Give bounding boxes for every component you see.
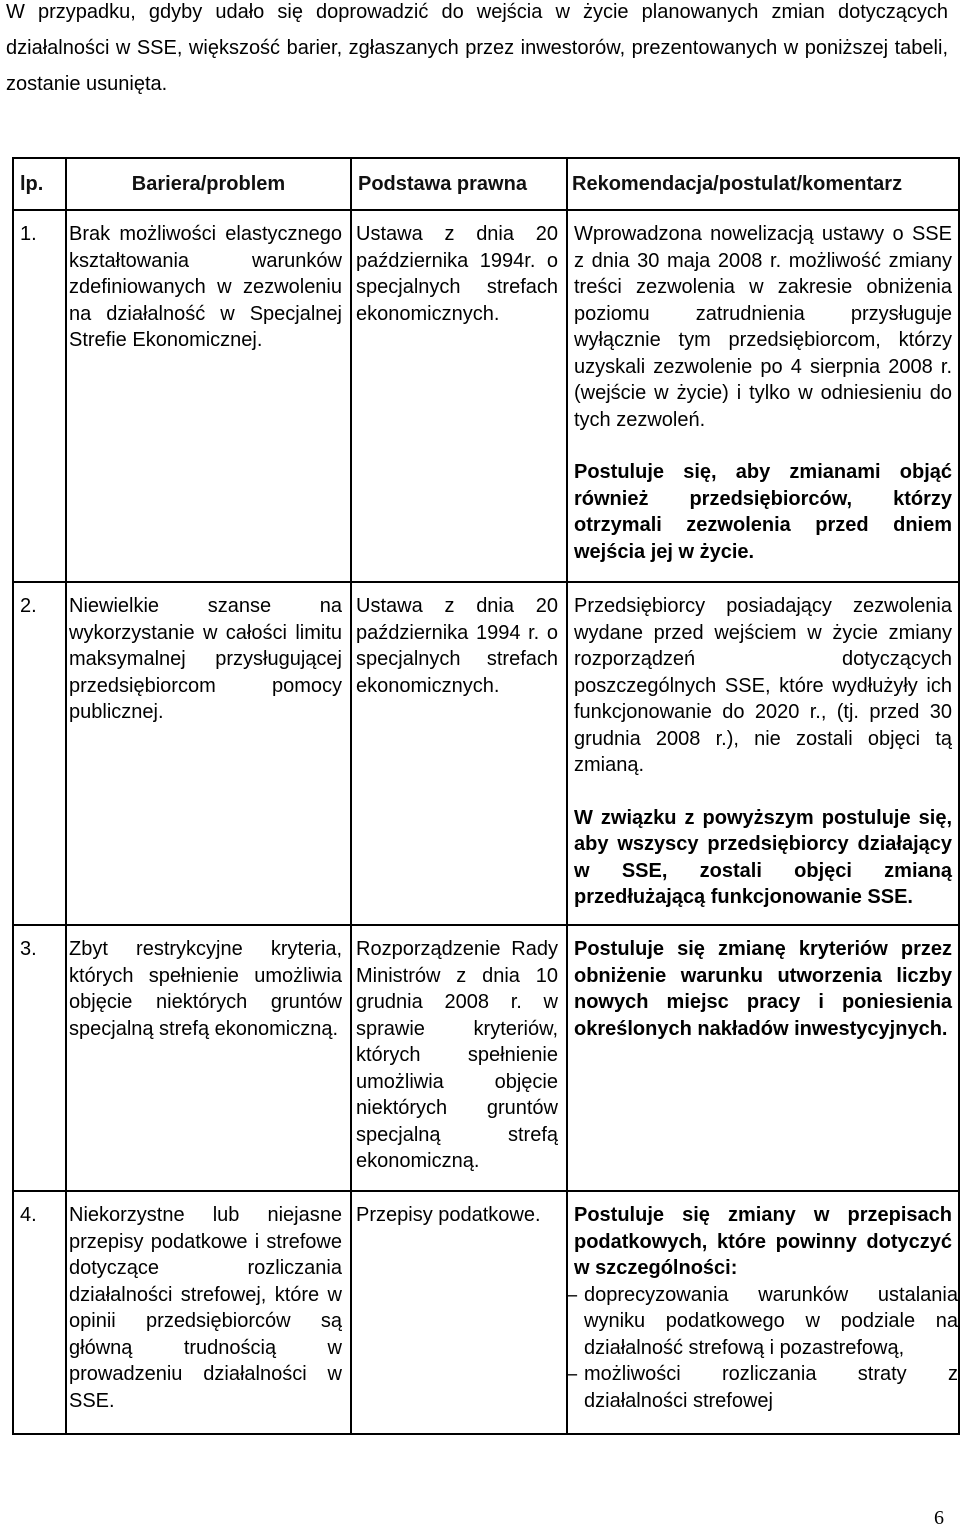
legal-basis-text: Ustawa z dnia 20 października 1994 r. o specjalnych strefach ekonomicznych.: [356, 595, 558, 697]
header-barrier: Bariera/problem: [131, 173, 286, 195]
recommendation-text: Wprowadzona nowelizacją ustawy o SSE z dnia 30 maja 2008 r. możliwość zmiany treści zezwolenia w zakresie obniżenia poziomu zatrudnienia przysługuje wyłącznie tym przedsiębiorcom, którzy uzyskali zezwolenie po 4 sierpnia 2008 r. (wejście w życie) i tylko w odniesieniu do tych zezwoleń.: [574, 223, 952, 431]
table-row: [13, 1191, 959, 1434]
barrier-text: Niekorzystne lub niejasne przepisy podatkowe i strefowe dotyczące rozliczania działalności strefowej, które w opinii przedsiębiorców są główną trudnością w prowadzeniu działalności w SSE.: [69, 1204, 342, 1412]
header-barrier-cell: [66, 158, 351, 210]
header-lp: lp.: [20, 173, 44, 195]
recommendation-text: Przedsiębiorcy posiadający zezwolenia wydane przed wejściem w życie zmiany rozporządzeń dotyczących poszczególnych SSE, które wydłużyły ich funkcjonowanie do 2020 r., (tj. przed 30 grudnia 2008 r.), nie zostali objęci tą zmianą.: [574, 595, 952, 776]
recommendation-postulate: Postuluje się, aby zmianami objąć również przedsiębiorców, którzy otrzymali zezwolenia przed dniem wejścia jej w życie.: [574, 461, 952, 563]
header-rec-cell: [567, 158, 959, 210]
table-row: [13, 210, 959, 582]
barrier-text: Brak możliwości elastycznego kształtowania warunków zdefiniowanych w zezwoleniu na działalność w Specjalnej Strefie Ekonomicznej.: [69, 223, 342, 351]
header-legal-cell: [351, 158, 567, 210]
legal-basis-text: Rozporządzenie Rady Ministrów z dnia 10 grudnia 2008 r. w sprawie kryteriów, których spełnienie umożliwia objęcie niektórych gruntów specjalną strefą ekonomiczną.: [356, 938, 558, 1172]
header-rec: Rekomendacja/postulat/komentarz: [572, 173, 903, 195]
row-number: 2.: [20, 595, 37, 617]
recommendation-postulate: W związku z powyższym postuluje się, aby wszyscy przedsiębiorcy działający w SSE, zostali objęci zmianą przedłużającą funkcjonowanie SSE.: [574, 806, 952, 908]
page-number: 6: [934, 1507, 944, 1529]
row-number: 1.: [20, 223, 37, 245]
list-item: – możliwości rozliczania straty z działalności strefowej: [566, 1363, 958, 1412]
header-legal: Podstawa prawna: [358, 173, 527, 195]
recommendation-postulate: Postuluje się zmianę kryteriów przez obniżenie warunku utworzenia liczby nowych miejsc pracy i poniesienia określonych nakładów inwestycyjnych.: [574, 938, 952, 1040]
barriers-table: [12, 157, 960, 1435]
table-row: [13, 925, 959, 1191]
recommendation-list: [568, 1282, 958, 1415]
dash-icon: –: [566, 1363, 578, 1385]
table-row: [13, 582, 959, 925]
table-header-row: [13, 158, 959, 210]
row-number: 3.: [20, 938, 37, 960]
dash-icon: –: [566, 1283, 578, 1306]
legal-basis-text: Ustawa z dnia 20 października 1994r. o specjalnych strefach ekonomicznych.: [356, 223, 558, 325]
barrier-text: Niewielkie szanse na wykorzystanie w całości limitu maksymalnej przysługującej przedsiębiorcom pomocy publicznej.: [69, 595, 342, 723]
header-lp-cell: [13, 158, 66, 210]
row-number: 4.: [20, 1204, 37, 1226]
barrier-text: Zbyt restrykcyjne kryteria, których spełnienie umożliwia objęcie niektórych gruntów specjalną strefą ekonomiczną.: [69, 938, 342, 1040]
recommendation-postulate: Postuluje się zmiany w przepisach podatkowych, które powinny dotyczyć w szczególności:: [574, 1204, 952, 1279]
intro-paragraph: W przypadku, gdyby udało się doprowadzić do wejścia w życie planowanych zmian dotyczących działalności w SSE, większość barier, zgłaszanych przez inwestorów, prezentowanych w poniższej tabeli, zostanie usunięta.: [6, 1, 948, 95]
list-item: – doprecyzowania warunków ustalania wyniku podatkowego w podziale na działalność strefową i pozastrefową,: [566, 1283, 958, 1359]
legal-basis-text: Przepisy podatkowe.: [356, 1204, 541, 1226]
